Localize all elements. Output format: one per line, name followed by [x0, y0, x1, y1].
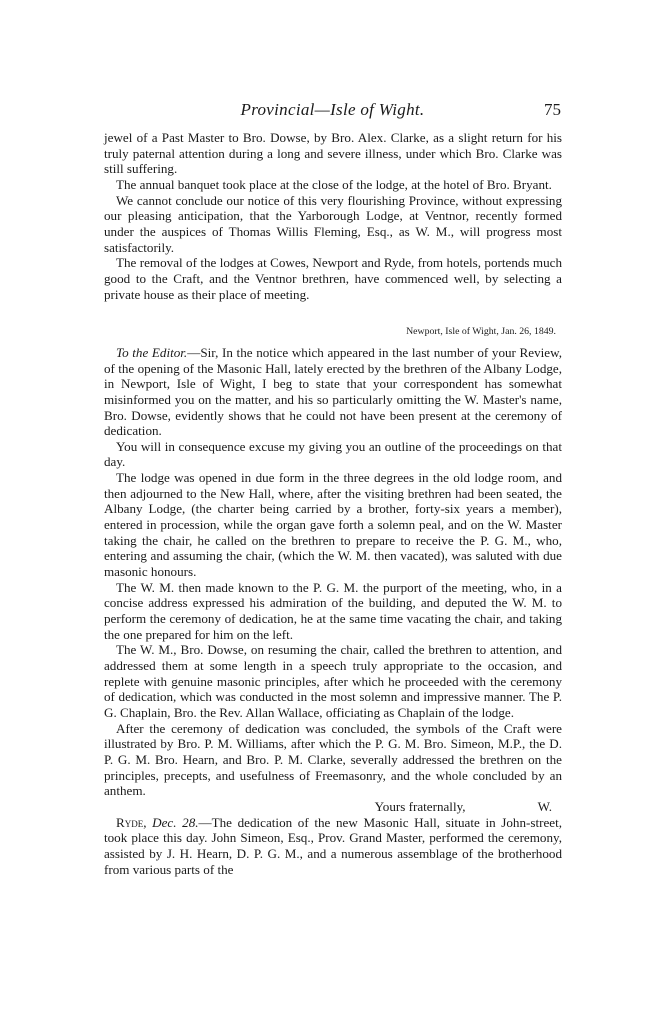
paragraph-lodge-removal: The removal of the lodges at Cowes, Newport and Ryde, from hotels, portends much good to the Craft, and the Ventnor brethren, have commenced well, by selecting a private house as their place of meeting. [104, 255, 562, 302]
paragraph-yarborough-lodge: We cannot conclude our notice of this very flourishing Province, without expressing our pleasing anticipation, that the Yarborough Lodge, at Ventnor, recently formed under the auspices of Thomas Willis Fleming, Esq., as W. M., will progress most satisfactorily. [104, 192, 562, 255]
letter-paragraph-outline: You will in consequence excuse my giving you an outline of the proceedings on that day. [104, 438, 562, 470]
page-number: 75 [544, 100, 561, 119]
page-header [104, 100, 561, 124]
paragraph-ryde: Ryde, Dec. 28.—The dedication of the new Masonic Hall, situate in John-street, took place this day. John Simeon, Esq., Prov. Grand Master, performed the ceremony, assisted by J. H. Hearn, D. P. G. M., and a numerous assemblage of the brotherhood from various parts of the [104, 814, 563, 877]
letter-paragraph-opening [104, 345, 562, 439]
letter-paragraph-address: The W. M. then made known to the P. G. M. the purport of the meeting, who, in a concise address expressed his admiration of the building, and deputed the W. M. to perform the ceremony of dedication, he at the same time vacating the chair, and taking the one prepared for him on the left. [104, 579, 562, 642]
ryde-text: —The dedication of the new Masonic Hall, situate in John-street, took place this day. John Simeon, Esq., Prov. Grand Master, performed the ceremony, assisted by J. H. Hearn, D. P. G. M., and a numerous assemblage of the brotherhood from various parts of the [104, 814, 563, 877]
ryde-place: Ryde [116, 814, 144, 830]
letter-closing: Yours fraternally, [374, 798, 466, 814]
letter-salutation: To the Editor. [116, 344, 188, 360]
letter-signoff [104, 799, 562, 815]
section-divider [104, 302, 562, 320]
paragraph-banquet: The annual banquet took place at the close of the lodge, at the hotel of Bro. Bryant. [116, 176, 552, 192]
ryde-date: Dec. 28. [152, 814, 199, 830]
paragraph-continuation: jewel of a Past Master to Bro. Dowse, by Bro. Alex. Clarke, as a slight return for his truly paternal attention during a long and severe illness, under which Bro. Clarke was still suffering. [104, 130, 562, 177]
running-title: Provincial—Isle of Wight. [240, 100, 425, 119]
letter-signature: W. [537, 798, 552, 814]
letter-paragraph-procession: The lodge was opened in due form in the three degrees in the old lodge room, and then adjourned to the New Hall, where, after the visiting brethren had been seated, the Albany Lodge, (the charter being carried by a brother, forty-six years a member), entered in procession, while the organ gave forth a solemn peal, and on the W. Master taking the chair, he called on the brethren to prepare to receive the P. G. M., who, entering and assuming the chair, (which the W. M. then vacated), was saluted with due masonic honours. [104, 470, 562, 580]
letter-opening-text: —Sir, In the notice which appeared in the last number of your Review, of the opening of the Masonic Hall, lately erected by the brethren of the Albany Lodge, in Newport, Isle of Wight, I beg to state that your correspondent has somewhat misinformed you on the matter, and his so particularly omitting the W. Master's name, Bro. Dowse, evidently shows that he could not have been present at the ceremony of dedication. [104, 344, 562, 439]
body-text [104, 130, 562, 877]
letter-paragraph-dedication: The W. M., Bro. Dowse, on resuming the chair, called the brethren to attention, and addressed them at some length in a speech truly appropriate to the occasion, and replete with genuine masonic principles, after which he proceeded with the ceremony of dedication, which was conducted in the most solemn and impressive manner. The P. G. Chaplain, Bro. the Rev. Allan Wallace, officiating as Chaplain of the lodge. [104, 642, 562, 720]
letter-dateline: Newport, Isle of Wight, Jan. 26, 1849. [406, 326, 556, 338]
letter-paragraph-symbols: After the ceremony of dedication was concluded, the symbols of the Craft were illustrated by Bro. P. M. Williams, after which the P. G. M. Bro. Simeon, M.P., the D. P. G. M. Bro. Hearn, and Bro. P. M. Clarke, severally addressed the brethren on the principles, precepts, and usefulness of Freemasonry, and the whole concluded by an anthem. [104, 720, 562, 799]
